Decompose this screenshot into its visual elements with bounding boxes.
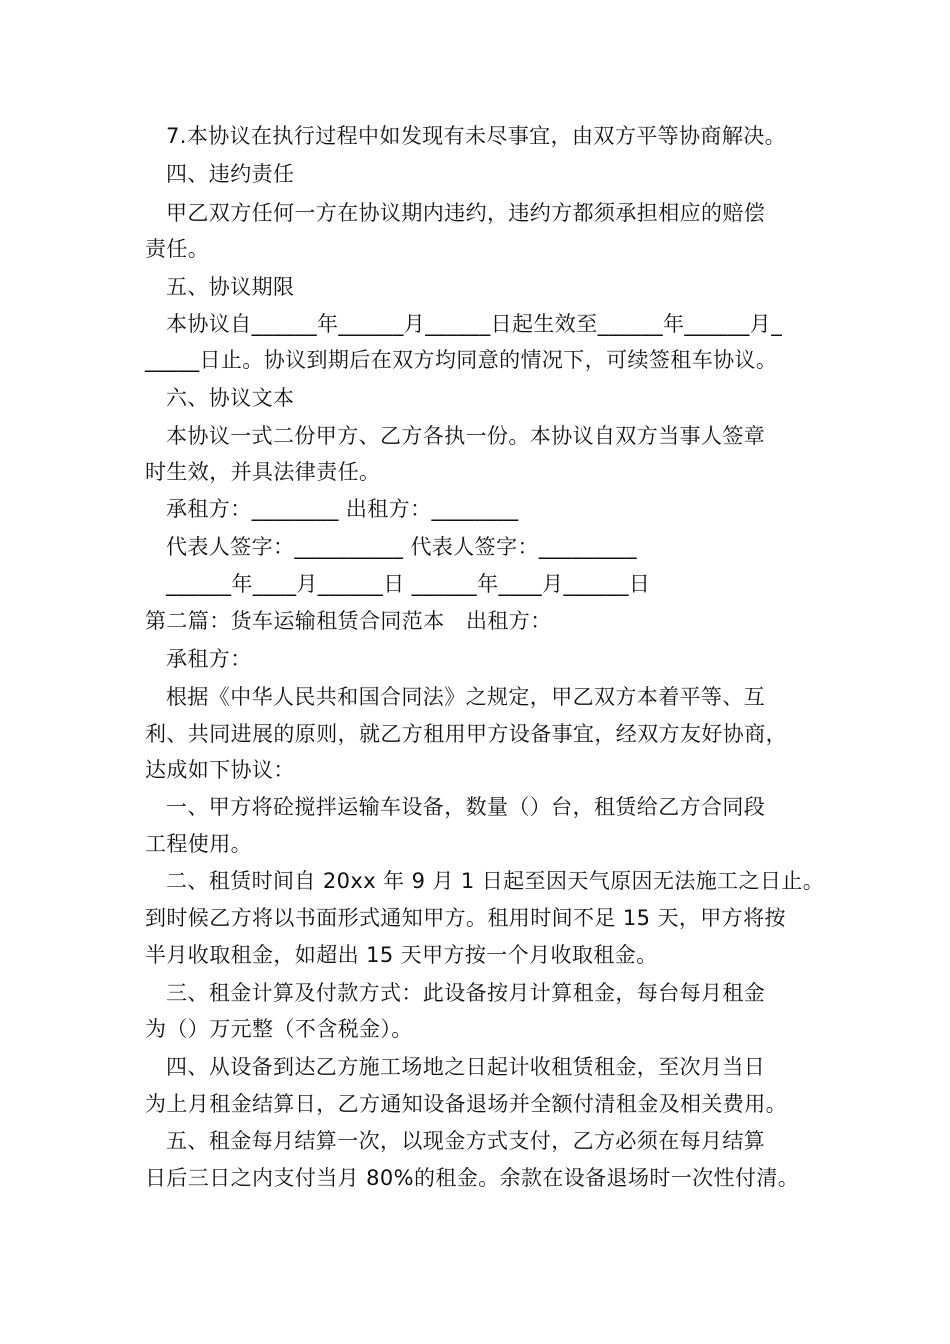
paragraph-line: 责任。	[145, 237, 210, 261]
paragraph-line: 承租方：	[166, 647, 252, 671]
paragraph-line: 甲乙双方任何一方在协议期内违约，违约方都须承担相应的赔偿	[166, 201, 766, 225]
paragraph-line: 本协议自______年______月______日起生效至______年______月_	[166, 312, 783, 336]
paragraph-line: 为上月租金结算日，乙方通知设备退场并全额付清租金及相关费用。	[145, 1092, 787, 1116]
section-heading: 五、协议期限	[166, 275, 295, 299]
paragraph-line: 利、共同进展的原则，就乙方租用甲方设备事宜，经双方友好协商，	[145, 722, 787, 746]
paragraph-line: 到时候乙方将以书面形式通知甲方。租用时间不足 15 天，甲方将按	[145, 906, 786, 930]
paragraph-line: 五、租金每月结算一次，以现金方式支付，乙方必须在每月结算	[166, 1129, 766, 1153]
paragraph-line: 半月收取租金，如超出 15 天甲方按一个月收取租金。	[145, 943, 658, 967]
paragraph-line: 本协议一式二份甲方、乙方各执一份。本协议自双方当事人签章	[166, 424, 766, 448]
paragraph-line: _____日止。协议到期后在双方均同意的情况下，可续签租车协议。	[145, 348, 778, 372]
signature-line: 代表人签字：__________ 代表人签字：_________	[166, 535, 637, 559]
paragraph-line: 根据《中华人民共和国合同法》之规定，甲乙双方本着平等、互	[166, 685, 766, 709]
paragraph-line: 一、甲方将砼搅拌运输车设备，数量（）台，租赁给乙方合同段	[166, 795, 766, 819]
paragraph-line: 为（）万元整（不含税金）。	[145, 1017, 413, 1041]
paragraph-line: 日后三日之内支付当月 80%的租金。余款在设备退场时一次性付清。	[145, 1166, 800, 1190]
paragraph-line: 工程使用。	[145, 832, 252, 856]
paragraph-line: 7.本协议在执行过程中如发现有未尽事宜，由双方平等协商解决。	[166, 124, 787, 148]
paragraph-line: 时生效，并具法律责任。	[145, 460, 381, 484]
paragraph-line: 四、从设备到达乙方施工场地之日起计收租赁租金，至次月当日	[166, 1055, 766, 1079]
date-line: ______年____月______日 ______年____月______日	[166, 572, 651, 596]
section-heading: 四、违约责任	[166, 162, 295, 186]
section-heading: 六、协议文本	[166, 386, 295, 410]
signature-line: 承租方：________ 出租方：________	[166, 497, 519, 521]
chapter-heading: 第二篇：货车运输租赁合同范本 出租方：	[145, 609, 552, 633]
paragraph-line: 二、租赁时间自 20xx 年 9 月 1 日起至因天气原因无法施工之日止。	[166, 869, 825, 893]
paragraph-line: 三、租金计算及付款方式：此设备按月计算租金，每台每月租金	[166, 981, 766, 1005]
paragraph-line: 达成如下协议：	[145, 758, 295, 782]
